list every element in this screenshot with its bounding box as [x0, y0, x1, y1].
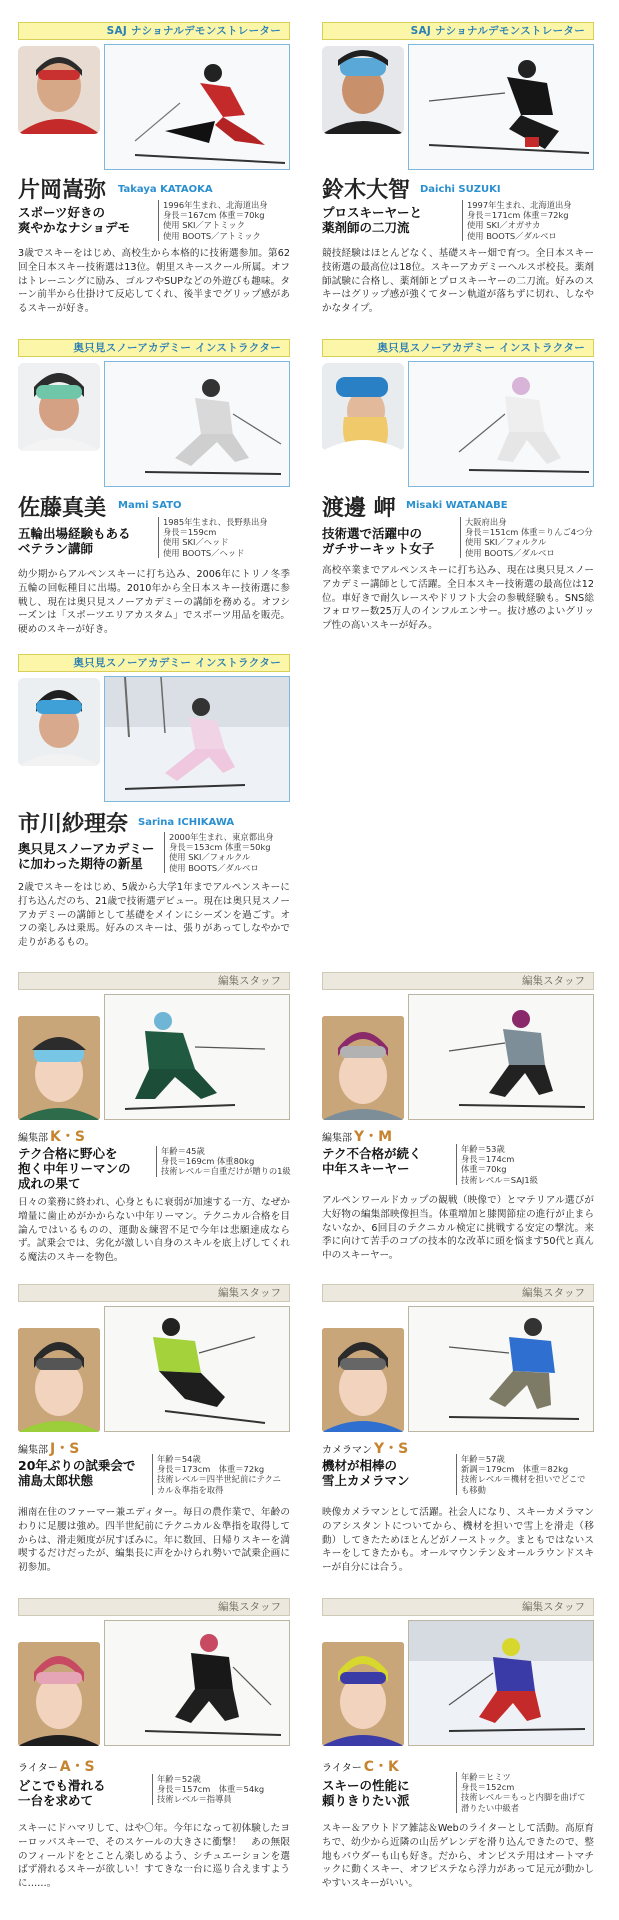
bio-text: 3歳でスキーをはじめ、高校生から本格的に技術選参加。第62回全日本スキー技術選は13位。朝里スキースクール所属。オフはトレーニングに励み、ゴルフやSUPなどの外遊びも趣味。ターン前半から仕掛けて反応してくれ、後半までグリップ感があるスキーが好き。: [18, 248, 290, 315]
action-photo: [104, 1306, 290, 1432]
profile-card-kataoka: [18, 22, 290, 317]
stats: 年齢＝54歳 身長＝173cm 体重＝72kg 技術レベル＝四半世紀前にテクニ カル＆準指を取得: [152, 1454, 281, 1495]
catch-copy: 機材が相棒の 雪上カメラマン: [322, 1458, 410, 1488]
initials: C・K: [363, 1759, 399, 1775]
action-photo: [104, 676, 290, 802]
catch-copy: 奥只見スノーアカデミー に加わった期待の新星: [18, 841, 155, 871]
name-en: Sarina ICHIKAWA: [138, 817, 235, 828]
role-label: ライター A・S: [18, 1759, 95, 1775]
action-photo: [408, 1620, 594, 1746]
illustration: [322, 1016, 404, 1120]
portrait-photo: [18, 46, 100, 134]
name-jp: 片岡嵩弥: [18, 177, 107, 203]
action-photo: [104, 1620, 290, 1746]
action-photo: [408, 1306, 594, 1432]
banner: 奥只見スノーアカデミー インストラクター: [18, 339, 290, 357]
banner: SAJ ナショナルデモンストレーター: [322, 22, 594, 40]
stats: 年齢＝53歳 身長＝174cm 体重＝70kg 技術レベル＝SAJ1級: [456, 1144, 538, 1185]
stats: 年齢＝52歳 身長＝157cm 体重＝54kg 技術レベル＝指導員: [152, 1774, 264, 1805]
role-label: カメラマン Y・S: [322, 1441, 409, 1457]
action-photo: [104, 44, 290, 170]
action-photo: [408, 44, 594, 170]
stats: 1996年生まれ、北海道出身 身長＝167cm 体重＝70kg 使用 SKI／アトミック 使用 BOOTS／アトミック: [158, 200, 268, 241]
action-photo: [104, 994, 290, 1120]
staff-card-ys: [322, 1284, 594, 1594]
bio-text: 競技経験はほとんどなく、基礎スキー畑で育つ。全日本スキー技術選の最高位は18位。スキーアカデミーヘルスポ校長。薬剤師試験に合格し、薬剤師とプロスキーヤーの二刀流。好みのスキーはグリップ感が強くてターン軌道が落ちずに切れ、しなやかなタイプ。: [322, 248, 594, 315]
banner: 編集スタッフ: [322, 1284, 594, 1302]
bio-text: スキーにドハマリして、はや〇年。今年になって初体験したヨーロッパスキーで、そのスケールの大きさに衝撃！ あの無限のフィールドをとことん楽しめるよう、シチュエーションを選ばず滑れるスキーが欲しい！すてきな一台に巡り合えますように……。: [18, 1823, 290, 1890]
role-label: ライター C・K: [322, 1759, 399, 1775]
bio-text: 湘南在住のファーマー兼エディター。毎日の農作業で、年齢のわりに足腰は強め。四半世紀前にテクニカル＆準指を取得してからは、滑走頻度が尻すぼみに。年に数回、日帰りスキーを満喫するだけだったが、編集長に声をかけられ勢いで試乗企画に初参加。: [18, 1507, 290, 1574]
profile-card-suzuki: [322, 22, 594, 317]
catch-copy: 20年ぶりの試乗会で 浦島太郎状態: [18, 1458, 136, 1488]
catch-copy: どこでも滑れる 一台を求めて: [18, 1778, 106, 1808]
name-jp: 渡邊 岬: [322, 495, 396, 521]
initials: Y・M: [354, 1129, 393, 1145]
catch-copy: スキーの性能に 頼りきりたい派: [322, 1778, 410, 1808]
banner: 編集スタッフ: [18, 972, 290, 990]
catch-copy: テク不合格が続く 中年スキーヤー: [322, 1146, 422, 1176]
profile-card-watanabe: [322, 339, 594, 649]
banner: 奥只見スノーアカデミー インストラクター: [18, 654, 290, 672]
bio-text: アルペンワールドカップの観戦（映像で）とマテリアル選びが大好物の編集部映像担当。体重増加と膝関節症の進行が止まらないなか、6回目のテクニカル検定に挑戦する安定の撃沈。来季に向けて苦手のコブの技本的な改革に頭を悩ます50代と真ん中のスキーヤー。: [322, 1195, 594, 1262]
profile-card-sato: [18, 339, 290, 649]
staff-card-ck: [322, 1598, 594, 1916]
bio-text: スキー＆アウトドア雑誌＆Webのライターとして活動。高原育ちで、幼少から近隣の山岳ゲレンデを滑り込んできたので、整地もパウダーも山も好き。だから、オンピステ用はオートマチックに動くスキー、オフピステなら浮力があって足元が動かしやすいスキーがいい。: [322, 1823, 594, 1890]
action-photo: [408, 361, 594, 487]
bio-text: 日々の業務に終われ、心身ともに衰弱が加速する一方、なぜか増量に歯止めがかからない中年リーマン。テクニカル合格を目論んではいるものの、運動＆練習不足で今年は悲願達成ならず。試乗会では、劣化が激しい自身のスキルを底上げしてくれる魔法のスキーを物色。: [18, 1197, 290, 1264]
catch-copy: スポーツ好きの 爽やかなナショデモ: [18, 205, 131, 235]
portrait-photo: [322, 46, 404, 134]
illustration: [18, 1328, 100, 1432]
initials: J・S: [50, 1441, 80, 1457]
name-en: Mami SATO: [118, 500, 182, 511]
illustration: [322, 1328, 404, 1432]
initials: A・S: [59, 1759, 95, 1775]
staff-card-js: [18, 1284, 290, 1594]
catch-copy: 技術選で活躍中の ガチサーキット女子: [322, 526, 435, 556]
bio-text: 幼少期からアルペンスキーに打ち込み、2006年にトリノ冬季五輪の回転種目に出場。2010年から全日本スキー技術選に参戦し、現在は奥只見スノーアカデミーの講師を務める。オフシーズンは「スポーツエリアカスタム」でスポーツ用品を販売。硬めのスキーが好き。: [18, 569, 290, 636]
action-photo: [104, 361, 290, 487]
name-en: Takaya KATAOKA: [118, 184, 213, 195]
bio-text: 映像カメラマンとして活躍。社会人になり、スキーカメラマンのアシスタントについてから、機材を担いで雪上を滑走（移動）してきたためほとんどがノーストック。まともではないスキーをしてきたかも。オールマウンテン＆オールラウンドスキーが自分には合う。: [322, 1507, 594, 1574]
staff-card-as: [18, 1598, 290, 1916]
stats: 年齢＝ヒミツ 身長＝152cm 技術レベル＝もっと内脚を曲げて 滑りたい中級者: [456, 1772, 585, 1813]
stats: 2000年生まれ、東京都出身 身長＝153cm 体重＝50kg 使用 SKI／フォルクル 使用 BOOTS／ダルベロ: [164, 832, 274, 873]
profile-card-ichikawa: [18, 654, 290, 964]
staff-card-ks: [18, 972, 290, 1282]
name-en: Misaki WATANABE: [406, 500, 508, 511]
portrait-photo: [322, 363, 404, 451]
role-label: 編集部 K・S: [18, 1129, 85, 1145]
name-jp: 市川紗理奈: [18, 811, 129, 837]
staff-card-ym: [322, 972, 594, 1282]
bio-text: 2歳でスキーをはじめ、5歳から大学1年までアルペンスキーに打ち込んだのち、21歳で技術選デビュー。現在は奥只見スノーアカデミーの講師として基礎をメインにシーズンを過ごす。オフの楽しみは乗馬。好みのスキーは、張りがあってしなやかで走りがあるもの。: [18, 882, 290, 949]
initials: K・S: [50, 1129, 85, 1145]
name-en: Daichi SUZUKI: [420, 184, 501, 195]
portrait-photo: [18, 678, 100, 766]
banner: SAJ ナショナルデモンストレーター: [18, 22, 290, 40]
stats: 年齢＝57歳 新調＝179cm 体重＝82kg 技術レベル＝機材を担いでどこで も移動: [456, 1454, 585, 1495]
catch-copy: プロスキーヤーと 薬剤師の二刀流: [322, 205, 423, 235]
banner: 奥只見スノーアカデミー インストラクター: [322, 339, 594, 357]
stats: 大阪府出身 身長＝151cm 体重＝りんご4つ分 使用 SKI／フォルクル 使用 BOOTS／ダルベロ: [460, 517, 593, 558]
portrait-photo: [18, 363, 100, 451]
banner: 編集スタッフ: [322, 1598, 594, 1616]
illustration: [18, 1016, 100, 1120]
illustration: [18, 1642, 100, 1746]
catch-copy: 五輪出場経験もある ベテラン講師: [18, 526, 131, 556]
name-jp: 佐藤真美: [18, 495, 107, 521]
role-label: 編集部 Y・M: [322, 1129, 393, 1145]
illustration: [322, 1642, 404, 1746]
stats: 1985年生まれ、長野県出身 身長＝159cm 使用 SKI／ヘッド 使用 BOOTS／ヘッド: [158, 517, 268, 558]
banner: 編集スタッフ: [18, 1598, 290, 1616]
role-label: 編集部 J・S: [18, 1441, 80, 1457]
name-jp: 鈴木大智: [322, 177, 411, 203]
stats: 1997年生まれ、北海道出身 身長＝171cm 体重＝72kg 使用 SKI／オガサカ 使用 BOOTS／ダルベロ: [462, 200, 572, 241]
bio-text: 高校卒業までアルペンスキーに打ち込み、現在は奥只見スノーアカデミー講師として活躍。全日本スキー技術選の最高位は12位。車好きで耐久レースやドリフト大会の参戦経験も。SNS総フォロワー数25万人のインフルエンサー。抜け感のよいグリップ性の高いスキーが好み。: [322, 565, 594, 632]
initials: Y・S: [374, 1441, 409, 1457]
banner: 編集スタッフ: [18, 1284, 290, 1302]
banner: 編集スタッフ: [322, 972, 594, 990]
action-photo: [408, 994, 594, 1120]
stats: 年齢＝45歳 身長＝169cm 体重80kg 技術レベル＝自重だけが贈りの1級: [156, 1146, 291, 1177]
catch-copy: テク合格に野心を 抱く中年リーマンの 成れの果て: [18, 1146, 131, 1191]
